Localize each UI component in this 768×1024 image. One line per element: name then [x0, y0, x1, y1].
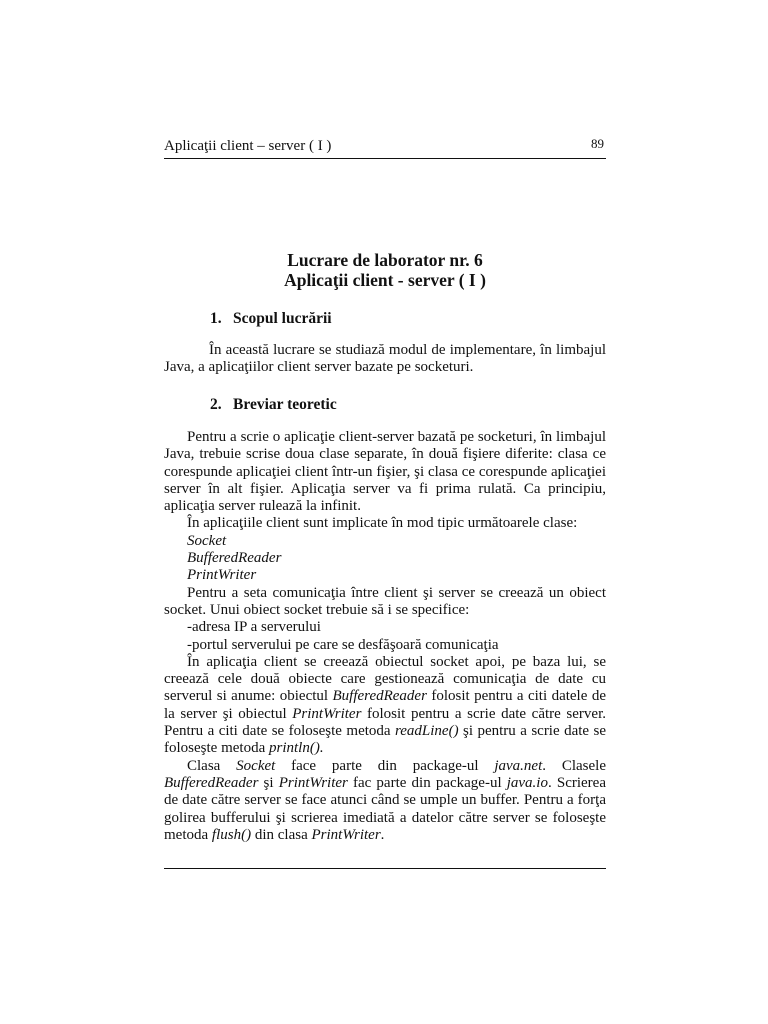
class-printwriter: PrintWriter — [187, 567, 257, 584]
list-item-ip: -adresa IP a serverului — [187, 619, 321, 636]
paragraph-2: În aplicaţiile client sunt implicate în mod tipic următoarele clase: — [187, 515, 578, 532]
footer-rule — [164, 868, 606, 869]
class-bufferedreader: BufferedReader — [187, 550, 282, 567]
list-item-port: -portul serverului pe care se desfăşoară comunicaţia — [187, 636, 499, 653]
lab-title — [164, 250, 606, 290]
page-number: 89 — [591, 136, 604, 151]
lab-title-line1: Lucrare de laborator nr. 6 — [287, 250, 483, 270]
section1-heading — [210, 310, 332, 328]
section2-heading-text: Breviar teoretic — [233, 396, 337, 413]
running-header — [164, 136, 606, 159]
section1-heading-text: Scopul lucrării — [233, 310, 332, 327]
paragraph-4: În aplicaţia client se creează obiectul socket apoi, pe baza lui, se creează cele două obiecte care gestionează comunicaţia de date cu serverul si anume: obiectul BufferedReader folosit pentru a citi datele de la server şi obiectul PrintWriter folosit pentru a scrie date către server. Pentru a citi date se foloseşte metoda readLine() şi pentru a scrie date se foloseşte metoda println(). — [164, 653, 606, 757]
section2-number: 2. — [210, 396, 222, 413]
paragraph-5: Clasa Socket face parte din package-ul java.net. Clasele BufferedReader şi PrintWriter fac parte din package-ul java.io. Scrierea de date către server se face atunci când se umple un buffer. Pentru a forţa golirea bufferului şi scrierea imediată a datelor către server se foloseşte metoda flush() din clasa PrintWriter. — [164, 757, 606, 843]
section2-heading — [210, 396, 337, 414]
section1-paragraph: În această lucrare se studiază modul de implementare, în limbajul Java, a aplicaţiilor client server bazate pe socketuri. — [164, 342, 606, 376]
section1-body — [164, 342, 606, 377]
section2-body — [164, 429, 606, 844]
paragraph-1: Pentru a scrie o aplicaţie client-server bazată pe socketuri, în limbajul Java, trebuie scrise doua clase separate, în două fişiere diferite: clasa ce corespunde aplicaţiei client într-un fişier, şi clasa ce corespunde aplicaţiei server în alt fişier. Aplicaţia server va fi prima rulată. Ca principiu, aplicaţia server rulează la infinit. — [164, 429, 606, 515]
class-socket: Socket — [187, 532, 227, 549]
section1-number: 1. — [210, 310, 222, 327]
lab-title-line2: Aplicaţii client - server ( I ) — [284, 270, 486, 290]
header-title: Aplicaţii client – server ( I ) — [164, 138, 332, 154]
paragraph-3: Pentru a seta comunicaţia între client şi server se creează un obiect socket. Unui obiect socket trebuie să i se specifice: — [164, 584, 606, 618]
